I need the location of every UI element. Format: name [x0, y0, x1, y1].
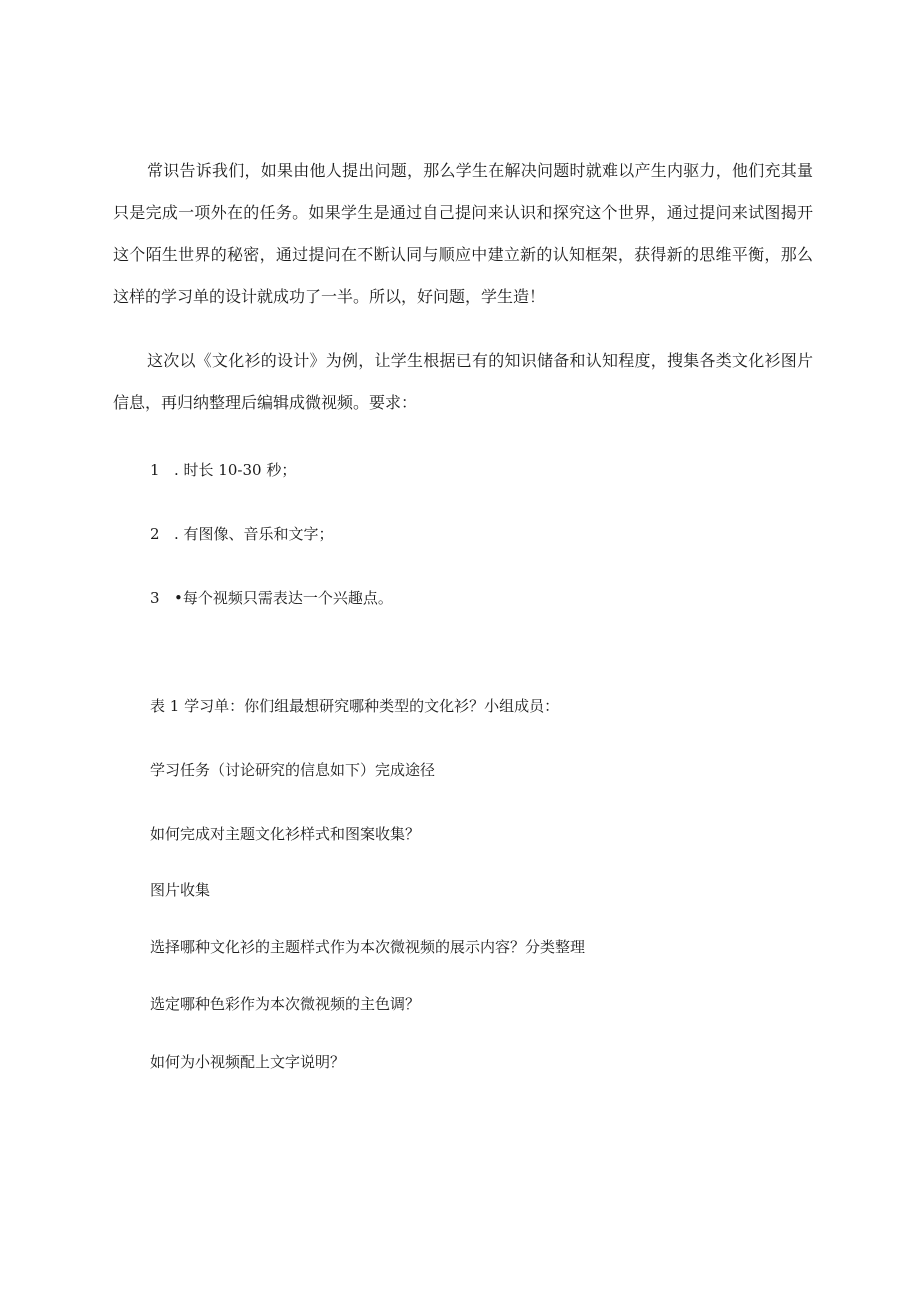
table-caption: 表 1 学习单：你们组最想研究哪种类型的文化衫？小组成员： — [150, 697, 560, 715]
requirement-number: 2 — [150, 525, 160, 543]
requirement-text: . 有图像、音乐和文字； — [174, 525, 334, 543]
requirement-number: 3 — [150, 589, 160, 607]
requirement-text: . 时长 10-30 秒； — [174, 461, 297, 479]
requirement-text: •每个视频只需表达一个兴趣点。 — [174, 589, 393, 607]
table-line: 图片收集 — [150, 881, 211, 899]
requirement-number: 1 — [150, 461, 160, 479]
requirement-item — [150, 587, 393, 609]
table-line: 选择哪种文化衫的主题样式作为本次微视频的展示内容？分类整理 — [150, 938, 586, 956]
table-line: 如何完成对主题文化衫样式和图案收集？ — [150, 825, 421, 843]
table-line: 如何为小视频配上文字说明？ — [150, 1053, 346, 1071]
requirement-item — [150, 523, 334, 545]
example-paragraph: 这次以《文化衫的设计》为例，让学生根据已有的知识储备和认知程度，搜集各类文化衫图片信息，再归纳整理后编辑成微视频。要求： — [113, 351, 813, 412]
table-header-line: 学习任务（讨论研究的信息如下）完成途径 — [150, 761, 436, 779]
requirement-item — [150, 459, 296, 481]
intro-paragraph: 常识告诉我们，如果由他人提出问题，那么学生在解决问题时就难以产生内驱力，他们充其量只是完成一项外在的任务。如果学生是通过自己提问来认识和探究这个世界，通过提问来试图揭开这个陌生世界的秘密，通过提问在不断认同与顺应中建立新的认知框架，获得新的思维平衡，那么这样的学习单的设计就成功了一半。所以，好问题，学生造！ — [113, 161, 813, 306]
table-line: 选定哪种色彩作为本次微视频的主色调？ — [150, 995, 421, 1013]
